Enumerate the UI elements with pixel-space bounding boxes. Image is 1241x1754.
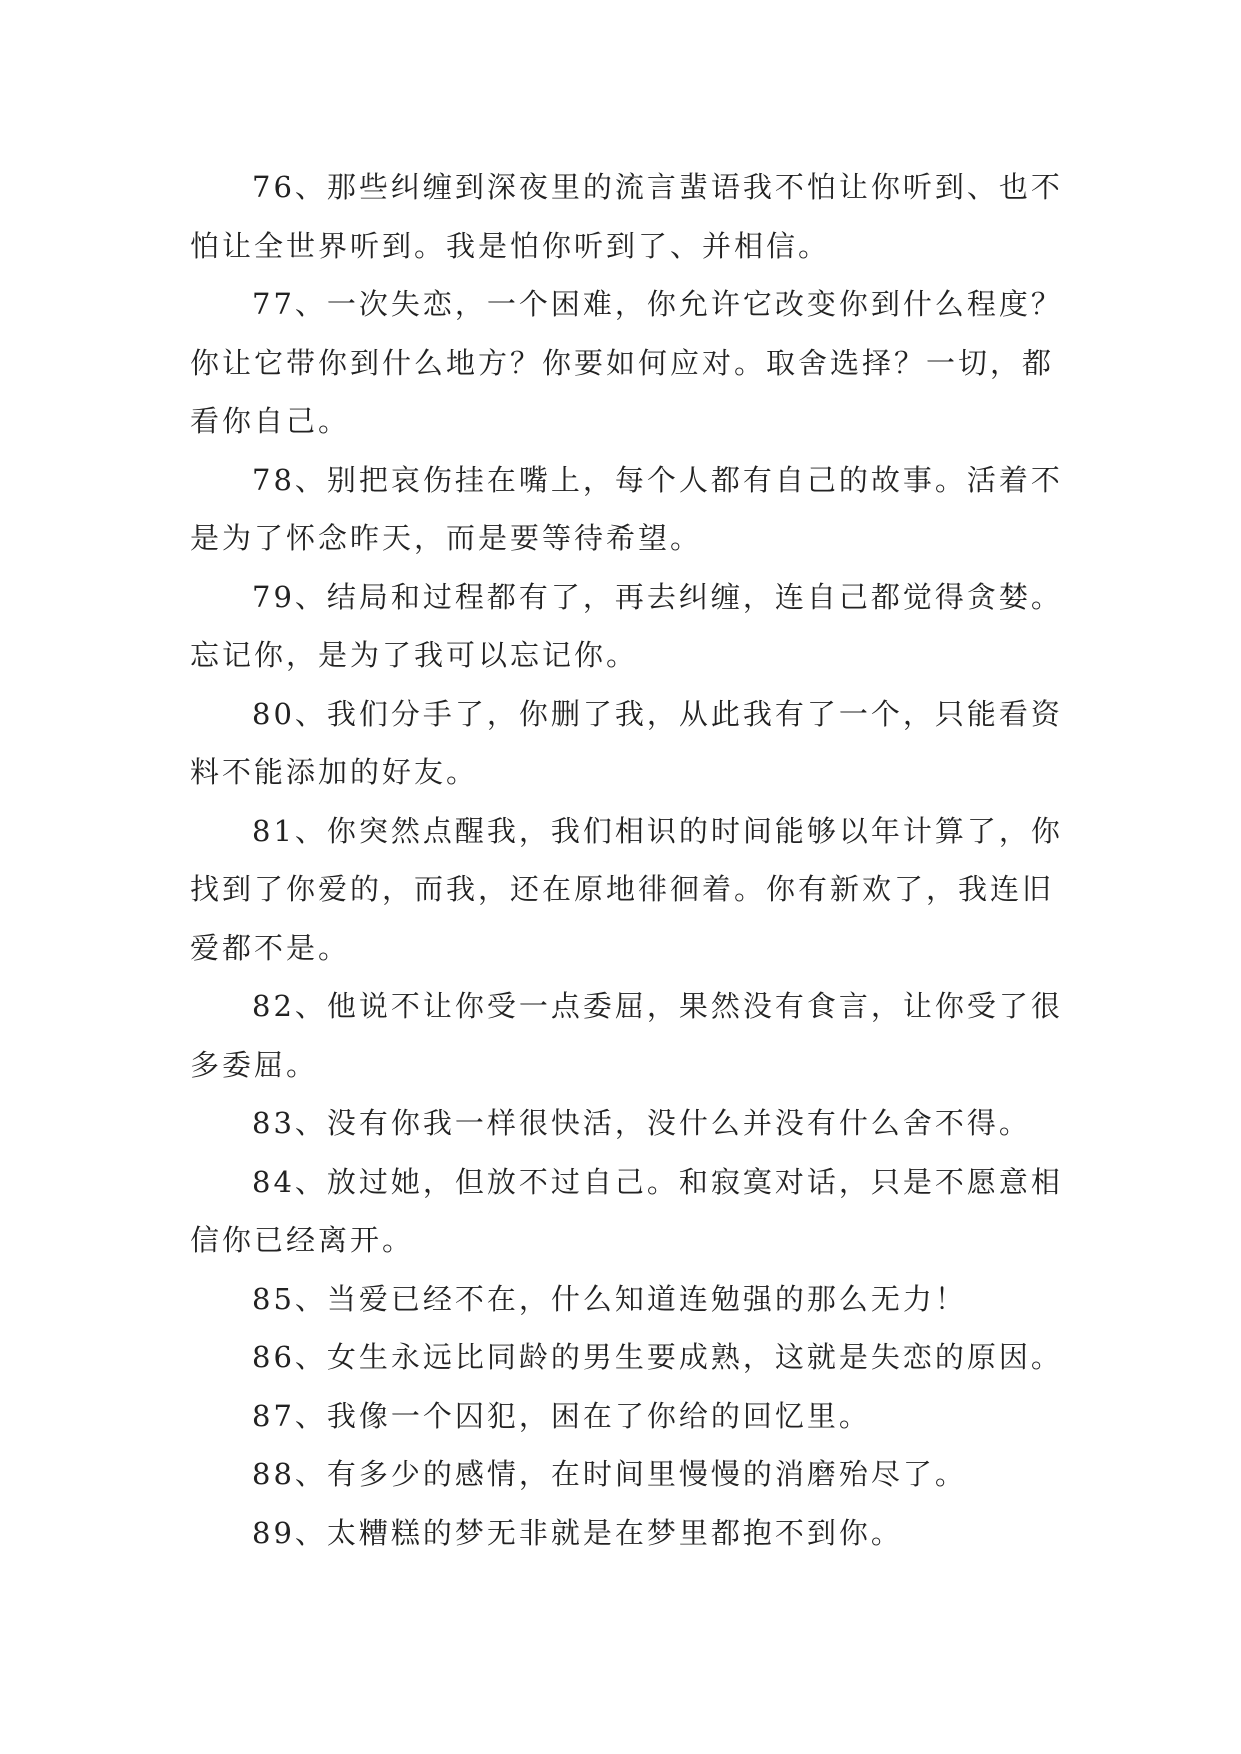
paragraph-80: 80、我们分手了，你删了我，从此我有了一个，只能看资料不能添加的好友。 bbox=[190, 696, 1063, 789]
paragraph-84: 84、放过她，但放不过自己。和寂寞对话，只是不愿意相信你已经离开。 bbox=[190, 1164, 1063, 1257]
paragraph-79: 79、结局和过程都有了，再去纠缠，连自己都觉得贪婪。忘记你，是为了我可以忘记你。 bbox=[190, 579, 1063, 672]
document-body bbox=[190, 158, 1070, 1562]
paragraph-77: 77、一次失恋，一个困难，你允许它改变你到什么程度？你让它带你到什么地方？你要如何应对。取舍选择？一切，都看你自己。 bbox=[190, 287, 1063, 438]
paragraph-83: 83、没有你我一样很快活，没什么并没有什么舍不得。 bbox=[252, 1106, 1031, 1140]
paragraph-89: 89、太糟糕的梦无非就是在梦里都抱不到你。 bbox=[252, 1515, 903, 1550]
paragraph-87: 87、我像一个囚犯，困在了你给的回忆里。 bbox=[252, 1398, 871, 1433]
paragraph-81: 81、你突然点醒我，我们相识的时间能够以年计算了，你找到了你爱的，而我，还在原地徘徊着。你有新欢了，我连旧爱都不是。 bbox=[190, 813, 1063, 965]
paragraph-76: 76、那些纠缠到深夜里的流言蜚语我不怕让你听到、也不怕让全世界听到。我是怕你听到了、并相信。 bbox=[190, 170, 1063, 263]
paragraph-88: 88、有多少的感情，在时间里慢慢的消磨殆尽了。 bbox=[252, 1457, 967, 1491]
paragraph-78: 78、别把哀伤挂在嘴上，每个人都有自己的故事。活着不是为了怀念昨天，而是要等待希望。 bbox=[190, 462, 1063, 555]
paragraph-82: 82、他说不让你受一点委屈，果然没有食言，让你受了很多委屈。 bbox=[190, 989, 1063, 1082]
paragraph-86: 86、女生永远比同龄的男生要成熟，这就是失恋的原因。 bbox=[252, 1340, 1063, 1374]
paragraph-85: 85、当爱已经不在，什么知道连勉强的那么无力！ bbox=[252, 1281, 967, 1316]
